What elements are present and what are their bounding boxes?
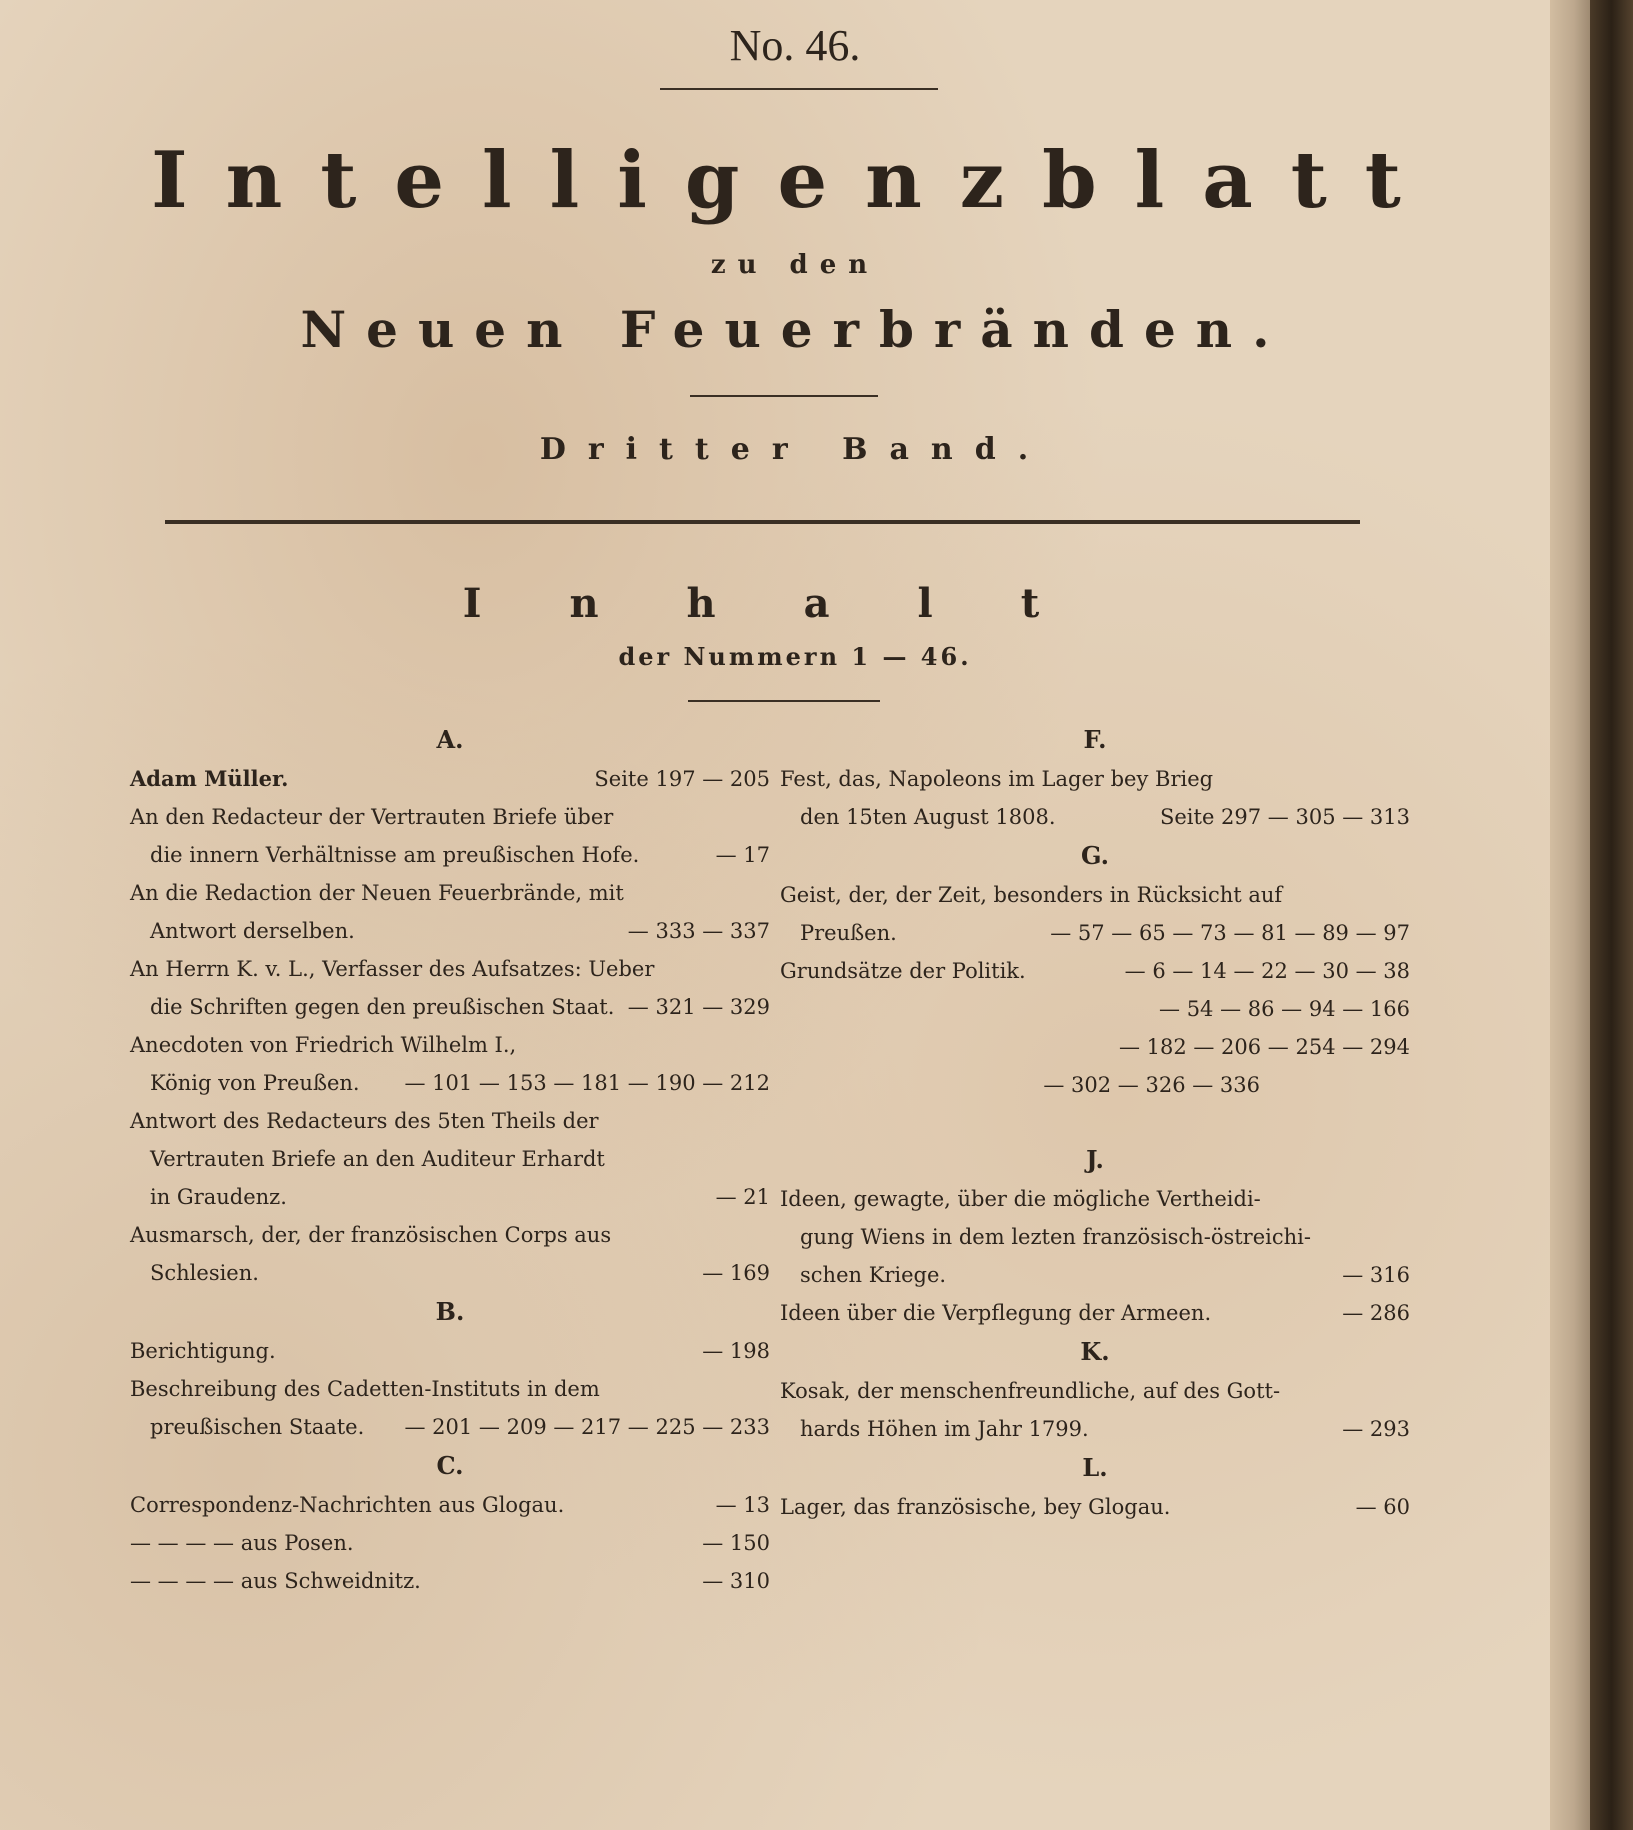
index-column-right — [780, 720, 1410, 1526]
entry-title-cont: preußischen Staate. — [150, 1415, 365, 1439]
contents-heading: Inhalt — [462, 580, 1128, 627]
volume-label: Dritter Band. — [539, 432, 1051, 467]
entry-title: Ideen über die Verpflegung der Armeen. — [780, 1301, 1212, 1325]
section-letter: F. — [1083, 725, 1107, 754]
entry-title-cont: Antwort derselben. — [150, 919, 355, 943]
page-title: Intelligenzblatt — [151, 135, 1439, 226]
entry-title: Correspondenz-Nachrichten aus Glogau. — [130, 1493, 565, 1517]
divider-thick — [165, 520, 1360, 524]
entry-pages: — 198 — [702, 1339, 770, 1363]
entry-subentry: — — — — aus Posen. — [130, 1531, 354, 1555]
section-letter: C. — [436, 1451, 464, 1480]
entry-title-cont: den 15ten August 1808. — [800, 805, 1056, 829]
entry-title: An Herrn K. v. L., Verfasser des Aufsatzes: Ueber — [130, 957, 655, 981]
index-entry — [130, 1216, 770, 1292]
entry-title: Ideen, gewagte, über die mögliche Vertheidi- — [780, 1187, 1261, 1211]
entry-pages: — 150 — [702, 1531, 770, 1555]
index-entry — [130, 1026, 770, 1102]
section-letter: K. — [1080, 1337, 1110, 1366]
index-entry — [130, 1102, 770, 1216]
entry-pages: — 321 — 329 — [627, 995, 770, 1019]
entry-title: Anecdoten von Friedrich Wilhelm I., — [130, 1033, 517, 1057]
entry-title: Grundsätze der Politik. — [780, 959, 1026, 983]
book-spine — [1590, 0, 1633, 1830]
entry-title-cont: Vertrauten Briefe an den Auditeur Erhardt — [150, 1147, 605, 1171]
index-column-left — [130, 720, 770, 1600]
entry-title: Beschreibung des Cadetten-Instituts in dem — [130, 1377, 600, 1401]
index-entry — [780, 1372, 1410, 1448]
index-entry — [780, 1180, 1410, 1294]
index-entry — [130, 1486, 770, 1600]
entry-pages: — 201 — 209 — 217 — 225 — 233 — [404, 1415, 770, 1439]
entry-pages: — 101 — 153 — 181 — 190 — 212 — [404, 1071, 770, 1095]
entry-title: An die Redaction der Neuen Feuerbrände, mit — [130, 881, 624, 905]
index-entry — [780, 952, 1410, 1104]
entry-title: Ausmarsch, der, der französischen Corps aus — [130, 1223, 612, 1247]
entry-title-cont: König von Preußen. — [150, 1071, 360, 1095]
section-letter: B. — [435, 1297, 465, 1326]
index-entry — [130, 1370, 770, 1446]
divider — [688, 700, 880, 702]
entry-title: Adam Müller. — [130, 766, 289, 791]
subtitle-connector: zu den — [710, 250, 880, 280]
index-entry — [780, 760, 1410, 836]
index-entry — [130, 874, 770, 950]
entry-title-cont: die Schriften gegen den preußischen Staat. — [150, 995, 615, 1019]
section-letter: J. — [1086, 1145, 1104, 1174]
index-entry — [130, 760, 770, 798]
entry-title: Geist, der, der Zeit, besonders in Rücksicht auf — [780, 883, 1283, 907]
entry-title-cont: gung Wiens in dem lezten französisch-östreichi- — [800, 1225, 1311, 1249]
contents-range: der Nummern 1 — 46. — [618, 642, 972, 671]
section-letter: G. — [1081, 841, 1109, 870]
entry-title-cont: Preußen. — [800, 921, 897, 945]
entry-pages: — 316 — [1342, 1263, 1410, 1287]
entry-title-cont: die innern Verhältnisse am preußischen Hofe. — [150, 843, 640, 867]
entry-pages: — 333 — 337 — [627, 919, 770, 943]
entry-title: Kosak, der menschenfreundliche, auf des Gott- — [780, 1379, 1281, 1403]
entry-title: Lager, das französische, bey Glogau. — [780, 1495, 1171, 1519]
divider — [690, 395, 878, 397]
publication-name: Neuen Feuerbränden. — [300, 300, 1290, 359]
entry-pages: — 60 — [1355, 1495, 1410, 1519]
index-entry — [130, 798, 770, 874]
entry-pages: — 286 — [1342, 1301, 1410, 1325]
entry-pages: Seite 297 — 305 — 313 — [1159, 805, 1410, 829]
entry-pages: — 182 — 206 — 254 — 294 — [1118, 1035, 1410, 1059]
entry-pages: — 302 — 326 — 336 — [1043, 1073, 1260, 1097]
index-entry — [780, 1294, 1410, 1332]
entry-title-cont: hards Höhen im Jahr 1799. — [800, 1417, 1089, 1441]
entry-title: Antwort des Redacteurs des 5ten Theils der — [130, 1109, 599, 1133]
index-entry — [130, 1332, 770, 1370]
entry-pages: Seite 197 — 205 — [594, 767, 770, 791]
entry-title-cont: schen Kriege. — [800, 1263, 947, 1287]
entry-pages: — 6 — 14 — 22 — 30 — 38 — [1124, 959, 1410, 983]
entry-pages: — 21 — [715, 1185, 770, 1209]
entry-subentry: — — — — aus Schweidnitz. — [130, 1569, 421, 1593]
entry-title-cont: in Graudenz. — [150, 1185, 287, 1209]
index-entry — [780, 1488, 1410, 1526]
entry-pages: — 57 — 65 — 73 — 81 — 89 — 97 — [1050, 921, 1410, 945]
entry-title: An den Redacteur der Vertrauten Briefe über — [130, 805, 614, 829]
entry-pages: — 310 — [702, 1569, 770, 1593]
entry-title: Fest, das, Napoleons im Lager bey Brieg — [780, 767, 1214, 791]
entry-pages: — 17 — [715, 843, 770, 867]
index-entry — [780, 876, 1410, 952]
section-letter: L. — [1082, 1453, 1108, 1482]
entry-title-cont: Schlesien. — [150, 1261, 259, 1285]
entry-pages: — 54 — 86 — 94 — 166 — [1159, 997, 1410, 1021]
issue-number: No. 46. — [729, 21, 861, 70]
section-letter: A. — [436, 725, 464, 754]
entry-pages: — 13 — [715, 1493, 770, 1517]
entry-pages: — 293 — [1342, 1417, 1410, 1441]
entry-pages: — 169 — [702, 1261, 770, 1285]
divider — [660, 88, 938, 90]
entry-title: Berichtigung. — [130, 1339, 276, 1363]
index-entry — [130, 950, 770, 1026]
